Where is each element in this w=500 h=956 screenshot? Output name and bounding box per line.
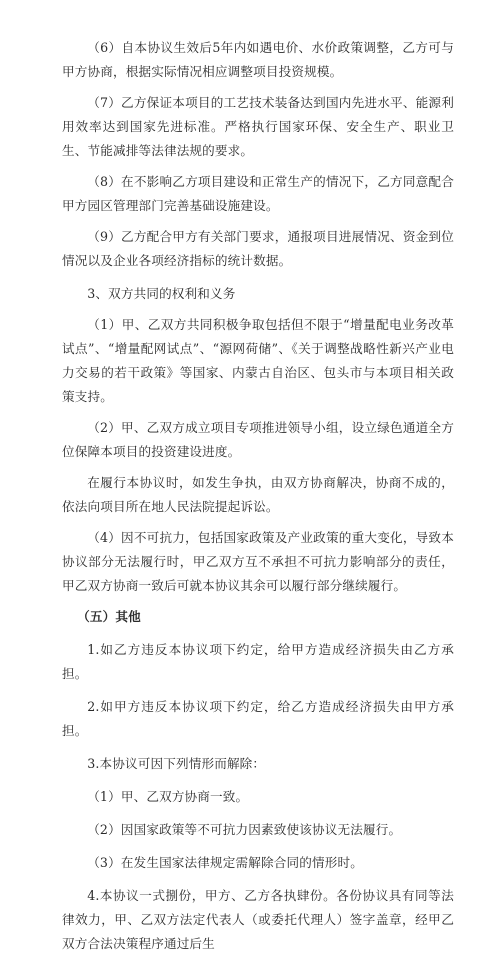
other-clause-3: 3.本协议可因下列情形而解除： <box>87 756 266 771</box>
joint-clause-4: （4）因不可抗力，包括国家政策及产业政策的重大变化，导致本协议部分无法履行时，甲乙双方互不承担不可抗力影响部分的责任，甲乙双方协商一致后可就本协议其余可以履行部分继续履行。 <box>62 530 454 593</box>
clause-7: （7）乙方保证本项目的工艺技术装备达到国内先进水平、能源利用效率达到国家先进标准。严格执行国家环保、安全生产、职业卫生、节能减排等法律法规的要求。 <box>62 95 454 158</box>
termination-item-1: （1）甲、乙双方协商一致。 <box>87 789 249 804</box>
section-heading-joint-rights: 3、双方共同的权利和义务 <box>87 286 236 301</box>
clause-8: （8）在不影响乙方项目建设和正常生产的情况下，乙方同意配合甲方园区管理部门完善基础设施建设。 <box>62 174 454 213</box>
termination-item-3: （3）在发生国家法律规定需解除合同的情形时。 <box>87 855 363 870</box>
joint-clause-1: （1）甲、乙双方共同积极争取包括但不限于“增量配电业务改革试点”、“增量配网试点”、“源网荷储”、《关于调整战略性新兴产业电力交易的若干政策》等国家、内蒙古自治区、包头市与本项目相关政策支持。 <box>62 317 454 404</box>
dispute-clause: 在履行本协议时，如发生争执，由双方协商解决，协商不成的，依法向项目所在地人民法院提起诉讼。 <box>62 475 454 514</box>
termination-item-2: （2）因国家政策等不可抗力因素致使该协议无法履行。 <box>87 822 402 837</box>
other-clause-1: 1.如乙方违反本协议项下约定，给甲方造成经济损失由乙方承担。 <box>62 642 454 681</box>
clause-9: （9）乙方配合甲方有关部门要求，通报项目进展情况、资金到位情况以及企业各项经济指标的统计数据。 <box>62 229 454 268</box>
clause-6: （6）自本协议生效后5年内如遇电价、水价政策调整，乙方可与甲方协商，根据实际情况相应调整项目投资规模。 <box>62 40 454 79</box>
section-heading-other: （五）其他 <box>77 609 141 624</box>
other-clause-4: 4.本协议一式捌份，甲方、乙方各执肆份。各份协议具有同等法律效力，甲、乙双方法定代表人（或委托代理人）签字盖章，经甲乙双方合法决策程序通过后生 <box>62 888 454 951</box>
other-clause-2: 2.如甲方违反本协议项下约定，给乙方造成经济损失由甲方承担。 <box>62 699 454 738</box>
joint-clause-2: （2）甲、乙双方成立项目专项推进领导小组，设立绿色通道全方位保障本项目的投资建设进度。 <box>62 420 454 459</box>
